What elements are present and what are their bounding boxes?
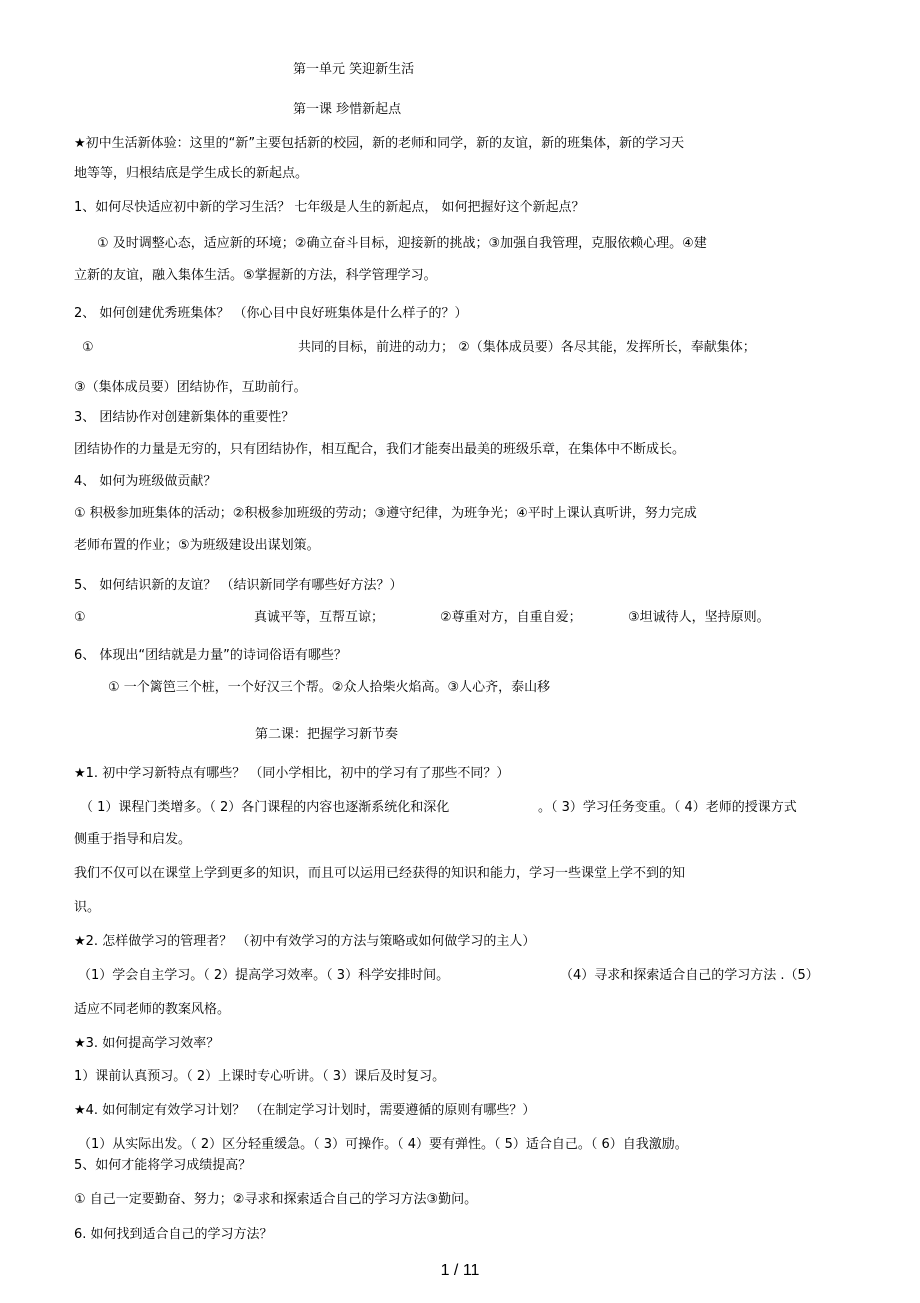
section-2-answer-line-1b: （4）寻求和探索适合自己的学习方法 .（5） — [560, 968, 819, 983]
section-1-note-line-1: 我们不仅可以在课堂上学到更多的知识，而且可以运用已经获得的知识和能力，学习一些课堂上学不到的知 — [74, 866, 686, 881]
answer-5-part-a: 真诚平等，互帮互谅； — [254, 610, 385, 625]
answer-6: ① 一个篱笆三个桩，一个好汉三个帮。②众人拾柴火焰高。③人心齐，泰山移 — [108, 680, 551, 695]
section-4-answer: （1）从实际出发。（ 2）区分轻重缓急。（ 3）可操作。（ 4）要有弹性。（ 5）适合自己。（ 6）自我激励。 — [78, 1137, 688, 1152]
section-1-answer-line-1b: 。（ 3）学习任务变重。（ 4）老师的授课方式 — [538, 800, 797, 815]
question-5: 5、 如何结识新的友谊？ （结识新同学有哪些好方法？） — [74, 578, 403, 593]
question-6: 6、 体现出“团结就是力量”的诗词俗语有哪些？ — [74, 648, 347, 663]
answer-1-line-2: 立新的友谊，融入集体生活。⑤掌握新的方法，科学管理学习。 — [74, 268, 437, 283]
section-3-question: ★3. 如何提高学习效率？ — [74, 1036, 220, 1051]
section-1-question: ★1. 初中学习新特点有哪些？ （同小学相比，初中的学习有了那些不同？） — [74, 766, 510, 781]
intro-line-1: ★初中生活新体验：这里的“新”主要包括新的校园，新的老师和同学，新的友谊，新的班集体，新的学习天 — [74, 136, 685, 151]
unit-title: 第一单元 笑迎新生活 — [293, 62, 415, 77]
section-2-answer-line-1a: （1）学会自主学习。（ 2）提高学习效率。（ 3）科学安排时间。 — [78, 968, 450, 983]
answer-5-marker: ① — [74, 610, 86, 625]
section-4-question: ★4. 如何制定有效学习计划？ （在制定学习计划时，需要遵循的原则有哪些？） — [74, 1103, 536, 1118]
answer-5-part-c: ③坦诚待人，坚持原则。 — [628, 610, 770, 625]
answer-5b: ① 自己一定要勤奋、努力；②寻求和探索适合自己的学习方法③勤问。 — [74, 1192, 478, 1207]
section-1-note-line-2: 识。 — [74, 900, 101, 915]
section-2-answer-line-2: 适应不同老师的教案风格。 — [74, 1002, 231, 1017]
section-1-answer-line-1a: （ 1）课程门类增多。（ 2）各门课程的内容也逐渐系统化和深化 — [80, 800, 450, 815]
answer-2-line-2: ③（集体成员要）团结协作，互助前行。 — [74, 380, 307, 395]
answer-2-marker: ① — [82, 340, 94, 355]
question-3: 3、 团结协作对创建新集体的重要性？ — [74, 410, 295, 425]
question-5b: 5、如何才能将学习成绩提高？ — [74, 1158, 252, 1173]
lesson2-title: 第二课：把握学习新节奏 — [255, 727, 399, 742]
lesson1-title: 第一课 珍惜新起点 — [293, 102, 402, 117]
page-number: 1 / 11 — [440, 1262, 480, 1279]
answer-3: 团结协作的力量是无穷的，只有团结协作，相互配合，我们才能奏出最美的班级乐章，在集体中不断成长。 — [74, 442, 686, 457]
intro-line-2: 地等等，归根结底是学生成长的新起点。 — [74, 166, 309, 181]
answer-1-line-1: ① 及时调整心态，适应新的环境；②确立奋斗目标，迎接新的挑战；③加强自我管理，克服依赖心理。④建 — [97, 236, 707, 251]
section-1-answer-line-2: 侧重于指导和启发。 — [74, 832, 192, 847]
question-1: 1、如何尽快适应初中新的学习生活？ 七年级是人生的新起点， 如何把握好这个新起点？ — [74, 200, 585, 215]
question-2: 2、 如何创建优秀班集体？ （你心目中良好班集体是什么样子的？） — [74, 306, 468, 321]
answer-2-line-1: 共同的目标，前进的动力； ②（集体成员要）各尽其能，发挥所长，奉献集体； — [298, 340, 756, 355]
question-4: 4、 如何为班级做贡献？ — [74, 474, 217, 489]
section-2-question: ★2. 怎样做学习的管理者？ （初中有效学习的方法与策略或如何做学习的主人） — [74, 934, 536, 949]
question-6b: 6. 如何找到适合自己的学习方法？ — [74, 1227, 273, 1242]
answer-5-part-b: ②尊重对方，自重自爱； — [440, 610, 582, 625]
section-3-answer: 1）课前认真预习。（ 2）上课时专心听讲。（ 3）课后及时复习。 — [74, 1069, 446, 1084]
answer-4-line-1: ① 积极参加班集体的活动；②积极参加班级的劳动；③遵守纪律，为班争光；④平时上课认真听讲，努力完成 — [74, 506, 697, 521]
answer-4-line-2: 老师布置的作业；⑤为班级建设出谋划策。 — [74, 538, 320, 553]
